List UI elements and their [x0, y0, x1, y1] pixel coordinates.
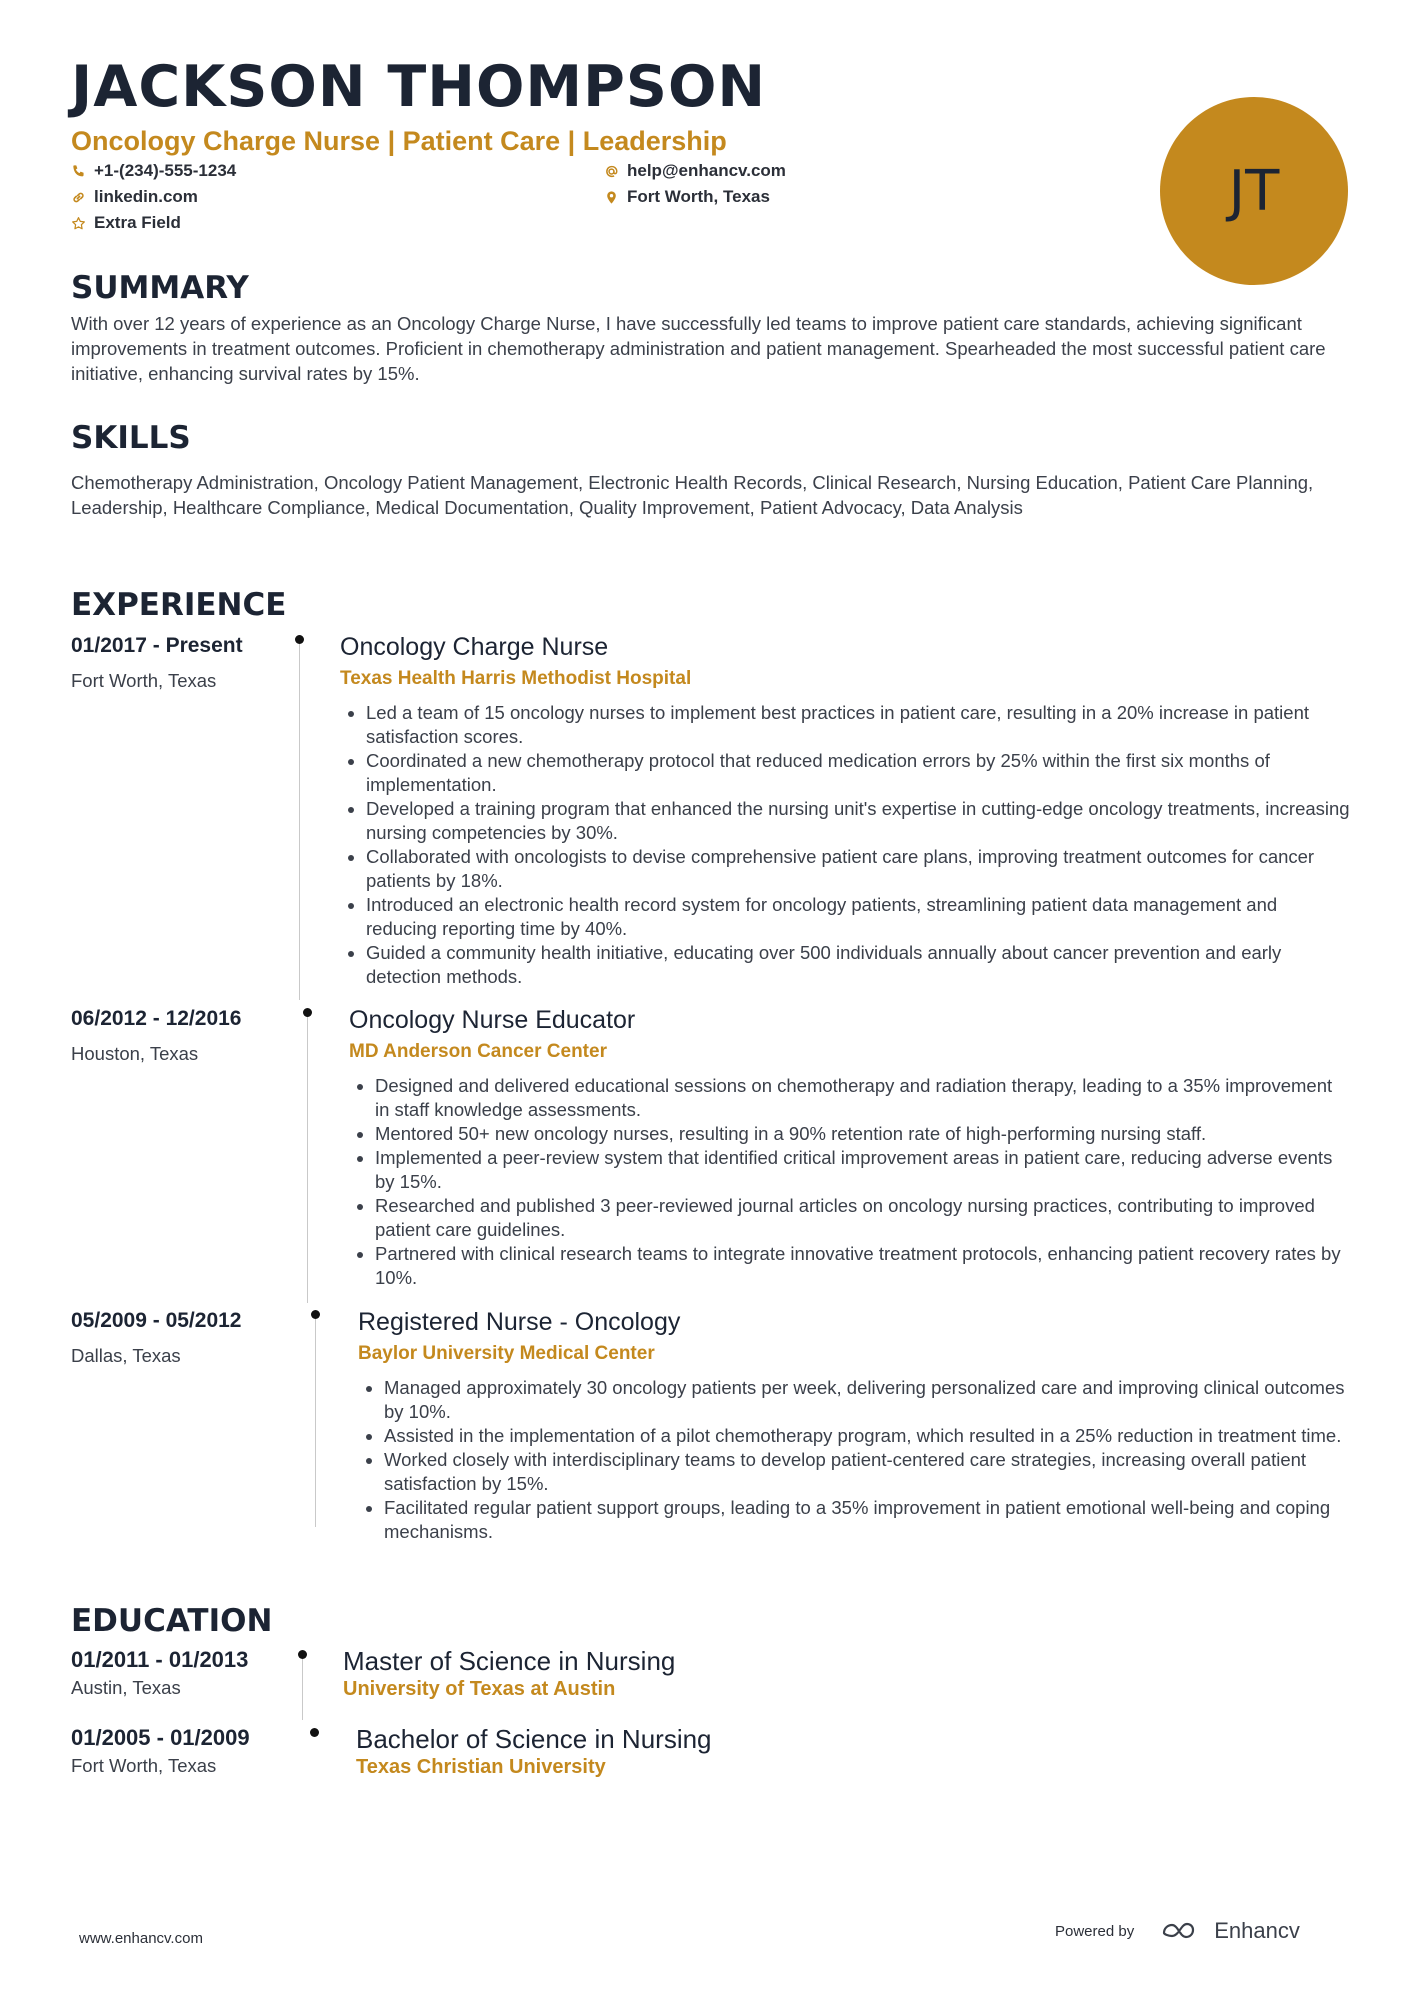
bullet-item: • Developed a training program that enhanced the nursing unit's expertise in cutting-edge oncology treatments, increasing nursing competencies by 30%.: [366, 797, 1350, 845]
bullet-item: • Mentored 50+ new oncology nurses, resulting in a 90% retention rate of high-performing nursing staff.: [375, 1122, 1349, 1146]
experience-location: Dallas, Texas: [71, 1345, 181, 1366]
experience-role: Registered Nurse - Oncology: [358, 1308, 681, 1336]
skills-title: SKILLS: [71, 420, 191, 456]
brand-name: Enhancv: [1214, 1918, 1300, 1943]
experience-bullets: [358, 1376, 1351, 1544]
avatar-initials: JT: [1228, 158, 1280, 224]
contact-info: [71, 158, 1351, 241]
timeline-dot: [310, 1728, 319, 1737]
bullet-item: • Facilitated regular patient support groups, leading to a 35% improvement in patient emotional well-being and coping mechanisms.: [384, 1496, 1351, 1544]
bullet-item: • Implemented a peer-review system that identified critical improvement areas in patient care, reducing adverse events by 15%.: [375, 1146, 1349, 1194]
experience-role: Oncology Charge Nurse: [340, 633, 609, 661]
timeline-dot: [303, 1008, 312, 1017]
summary-section: [71, 268, 1341, 386]
at-sign-icon: [604, 164, 619, 179]
experience-company: MD Anderson Cancer Center: [349, 1041, 607, 1062]
education-title: EDUCATION: [71, 1603, 273, 1639]
experience-location: Houston, Texas: [71, 1043, 199, 1064]
bullet-item: • Assisted in the implementation of a pilot chemotherapy program, which resulted in a 25% reduction in treatment time.: [384, 1424, 1351, 1448]
enhancv-logo-icon: [1160, 1919, 1204, 1943]
experience-company: Texas Health Harris Methodist Hospital: [340, 668, 692, 689]
timeline-dot: [311, 1310, 320, 1319]
contact-email[interactable]: [604, 161, 786, 181]
headline: Oncology Charge Nurse | Patient Care | Leadership: [71, 126, 727, 156]
education-school: University of Texas at Austin: [343, 1678, 616, 1700]
contact-linkedin[interactable]: [71, 187, 198, 207]
experience-role: Oncology Nurse Educator: [349, 1006, 636, 1034]
contact-phone: [71, 161, 236, 181]
experience-dates: 05/2009 - 05/2012: [71, 1309, 242, 1332]
bullet-item: • Led a team of 15 oncology nurses to implement best practices in patient care, resulting in a 20% increase in patient satisfaction scores.: [366, 701, 1350, 749]
experience-location: Fort Worth, Texas: [71, 670, 217, 691]
candidate-name: JACKSON THOMPSON: [71, 54, 767, 120]
email-text: help@enhancv.com: [627, 161, 786, 180]
education-location: Austin, Texas: [71, 1677, 181, 1698]
experience-meta: [71, 632, 301, 692]
contact-location: [604, 187, 770, 207]
experience-meta: [71, 1307, 301, 1367]
skills-section: [71, 418, 1341, 520]
experience-company: Baylor University Medical Center: [358, 1343, 655, 1364]
bullet-item: • Introduced an electronic health record system for oncology patients, streamlining patient data management and reducing reporting time by 40%.: [366, 893, 1350, 941]
experience-details: [358, 1307, 1351, 1544]
phone-text: +1-(234)-555-1234: [94, 161, 237, 180]
education-dates: 01/2005 - 01/2009: [71, 1725, 250, 1750]
bullet-item: • Designed and delivered educational sessions on chemotherapy and radiation therapy, leading to a 35% improvement in staff knowledge assessments.: [375, 1074, 1349, 1122]
timeline-dot: [298, 1650, 307, 1659]
resume-header: [71, 54, 1351, 241]
map-pin-icon: [604, 190, 619, 205]
footer-branding: [1055, 1918, 1300, 1944]
education-meta: [71, 1724, 301, 1777]
education-section: [71, 1601, 272, 1641]
education-degree: Bachelor of Science in Nursing: [356, 1724, 712, 1754]
contact-extra: [71, 213, 181, 233]
link-icon: [71, 190, 86, 205]
avatar: [1160, 97, 1348, 285]
education-location: Fort Worth, Texas: [71, 1755, 217, 1776]
star-icon: [71, 216, 86, 231]
education-school: Texas Christian University: [356, 1756, 606, 1778]
experience-dates: 01/2017 - Present: [71, 634, 243, 657]
timeline-line: [302, 1659, 303, 1720]
extra-field-text: Extra Field: [94, 213, 181, 232]
bullet-item: • Researched and published 3 peer-reviewed journal articles on oncology nursing practices, contributing to improved patient care guidelines.: [375, 1194, 1349, 1242]
experience-section: [71, 585, 286, 625]
timeline-line: [299, 644, 300, 1000]
education-dates: 01/2011 - 01/2013: [71, 1647, 249, 1672]
location-text: Fort Worth, Texas: [627, 187, 770, 206]
education-degree: Master of Science in Nursing: [343, 1646, 676, 1676]
experience-details: [340, 632, 1350, 989]
skills-text: Chemotherapy Administration, Oncology Patient Management, Electronic Health Records, Clinical Research, Nursing Education, Patient Care Planning, Leadership, Healthcare Compliance, Medical Documentation, Quality Improvement, Patient Advocacy, Data Analysis: [71, 472, 1314, 518]
bullet-item: • Collaborated with oncologists to devise comprehensive patient care plans, improving treatment outcomes for cancer patients by 18%.: [366, 845, 1350, 893]
summary-title: SUMMARY: [71, 270, 249, 306]
bullet-item: • Managed approximately 30 oncology patients per week, delivering personalized care and improving clinical outcomes by 10%.: [384, 1376, 1351, 1424]
education-meta: [71, 1646, 301, 1699]
experience-details: [349, 1005, 1349, 1290]
education-details: [343, 1646, 675, 1702]
powered-by-text: Powered by: [1055, 1922, 1135, 1940]
timeline-dot: [295, 635, 304, 644]
bullet-item: • Coordinated a new chemotherapy protocol that reduced medication errors by 25% within the first six months of implementation.: [366, 749, 1350, 797]
brand-logo[interactable]: [1160, 1918, 1300, 1944]
experience-dates: 06/2012 - 12/2016: [71, 1007, 242, 1030]
footer-website[interactable]: www.enhancv.com: [79, 1930, 203, 1947]
bullet-item: • Partnered with clinical research teams to integrate innovative treatment protocols, enhancing patient recovery rates by 10%.: [375, 1242, 1349, 1290]
phone-icon: [71, 164, 86, 179]
bullet-item: • Worked closely with interdisciplinary teams to develop patient-centered care strategies, increasing overall patient satisfaction by 15%.: [384, 1448, 1351, 1496]
bullet-item: • Guided a community health initiative, educating over 500 individuals annually about cancer prevention and early detection methods.: [366, 941, 1350, 989]
timeline-line: [315, 1319, 316, 1527]
experience-bullets: [340, 701, 1350, 989]
linkedin-text: linkedin.com: [94, 187, 198, 206]
timeline-line: [307, 1017, 308, 1303]
experience-title: EXPERIENCE: [71, 587, 287, 623]
summary-text: With over 12 years of experience as an Oncology Charge Nurse, I have successfully led teams to improve patient care standards, achieving significant improvements in treatment outcomes. Proficient in chemotherapy administration and patient management. Spearheaded the most successful patient care initiative, enhancing survival rates by 15%.: [71, 313, 1326, 384]
experience-bullets: [349, 1074, 1349, 1290]
experience-meta: [71, 1005, 301, 1065]
education-details: [356, 1724, 712, 1780]
